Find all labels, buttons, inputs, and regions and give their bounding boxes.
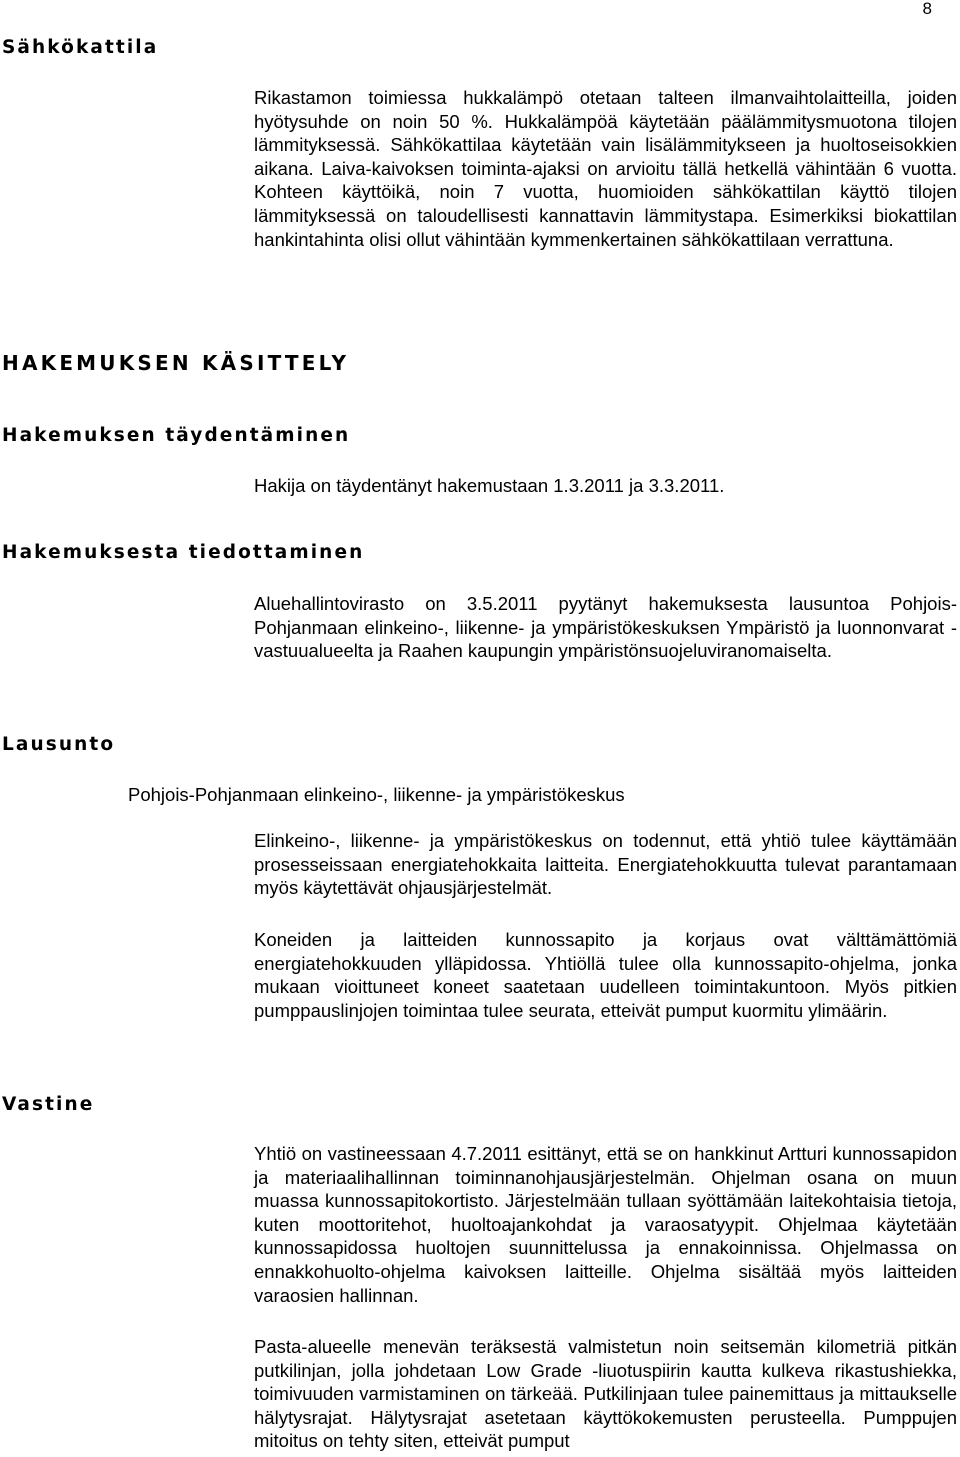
paragraph-sahkokattila: Rikastamon toimiessa hukkalämpö otetaan talteen ilmanvaihtolaitteilla, joiden hyötysuhde on noin 50 %. Hukkalämpöä käytetään päälämmitysmuotona tilojen lämmityksessä. Sähkökattilaa käytetään vain lisälämmitykseen ja huoltoseisokkien aikana. Laiva-kaivoksen toiminta-ajaksi on arvioitu tällä hetkellä vähintään 6 vuotta. Kohteen käyttöikä, noin 7 vuotta, huomioiden sähkökattilan käyttö tilojen lämmityksessä on taloudellisesti kannattavin lämmitystapa. Esimerkiksi biokattilan hankintahinta olisi ollut vähintään kymmenkertainen sähkökattilaan verrattuna.	[254, 87, 957, 250]
lausunto-subheading: Pohjois-Pohjanmaan elinkeino-, liikenne- ja ympäristökeskus	[128, 784, 625, 805]
paragraph-taydentaminen: Hakija on täydentänyt hakemustaan 1.3.2011 ja 3.3.2011.	[254, 475, 725, 496]
section-heading-vastine: Vastine	[2, 1094, 95, 1115]
paragraph-lausunto-1: Elinkeino-, liikenne- ja ympäristökeskus on todennut, että yhtiö tulee käyttämään prosesseissaan energiatehokkaita laitteita. Energiatehokkuutta tulevat parantamaan myös käytettävät ohjausjärjestelmät.	[254, 830, 957, 899]
paragraph-vastine-1: Yhtiö on vastineessaan 4.7.2011 esittänyt, että se on hankkinut Artturi kunnossapidon ja materiaalihallinnan toiminnanohjausjärjestelmän. Ohjelman osana on muun muassa kunnossapitokortisto. Järjestelmään tullaan syöttämään laitekohtaisia tietoja, kuten moottoritehot, huoltoajankohdat ja varaosatyypit. Ohjelmaa käytetään kunnossapidossa huoltojen suunnittelussa ja ennakoinnissa. Ohjelmassa on ennakkohuolto-ohjelma kaivoksen laitteille. Ohjelma sisältää myös laitteiden varaosien hallinnan.	[254, 1143, 957, 1306]
section-heading-hakemuksen-kasittely: HAKEMUKSEN KÄSITTELY	[2, 351, 350, 375]
section-heading-sahkokattila: Sähkökattila	[2, 37, 159, 58]
paragraph-lausunto-2: Koneiden ja laitteiden kunnossapito ja korjaus ovat välttämättömiä energiatehokkuuden ylläpidossa. Yhtiöllä tulee olla kunnossapito-ohjelma, jonka mukaan vioittuneet koneet saatetaan uudelleen toimintakuntoon. Myös pitkien pumppauslinjojen toimintaa tulee seurata, etteivät pumput kuormitu ylimäärin.	[254, 929, 957, 1021]
section-heading-tiedottaminen: Hakemuksesta tiedottaminen	[2, 542, 365, 563]
section-heading-lausunto: Lausunto	[2, 734, 116, 755]
section-heading-taydentaminen: Hakemuksen täydentäminen	[2, 425, 351, 446]
page-number: 8	[922, 0, 932, 18]
paragraph-tiedottaminen: Aluehallintovirasto on 3.5.2011 pyytänyt hakemuksesta lausuntoa Pohjois-Pohjanmaan elinkeino-, liikenne- ja ympäristökeskuksen Ympäristö ja luonnonvarat -vastuualueelta ja Raahen kaupungin ympäristönsuojeluviranomaiselta.	[254, 593, 957, 662]
paragraph-vastine-2: Pasta-alueelle menevän teräksestä valmistetun noin seitsemän kilometriä pitkän putkilinjan, jolla johdetaan Low Grade -liuotuspiirin kautta kulkeva rikastushiekka, toimivuuden varmistaminen on tärkeää. Putkilinjaan tulee painemittaus ja mittaukselle hälytysrajat. Hälytysrajat asetetaan käyttökokemusten perusteella. Pumppujen mitoitus on tehty siten, etteivät pumput	[254, 1336, 957, 1452]
